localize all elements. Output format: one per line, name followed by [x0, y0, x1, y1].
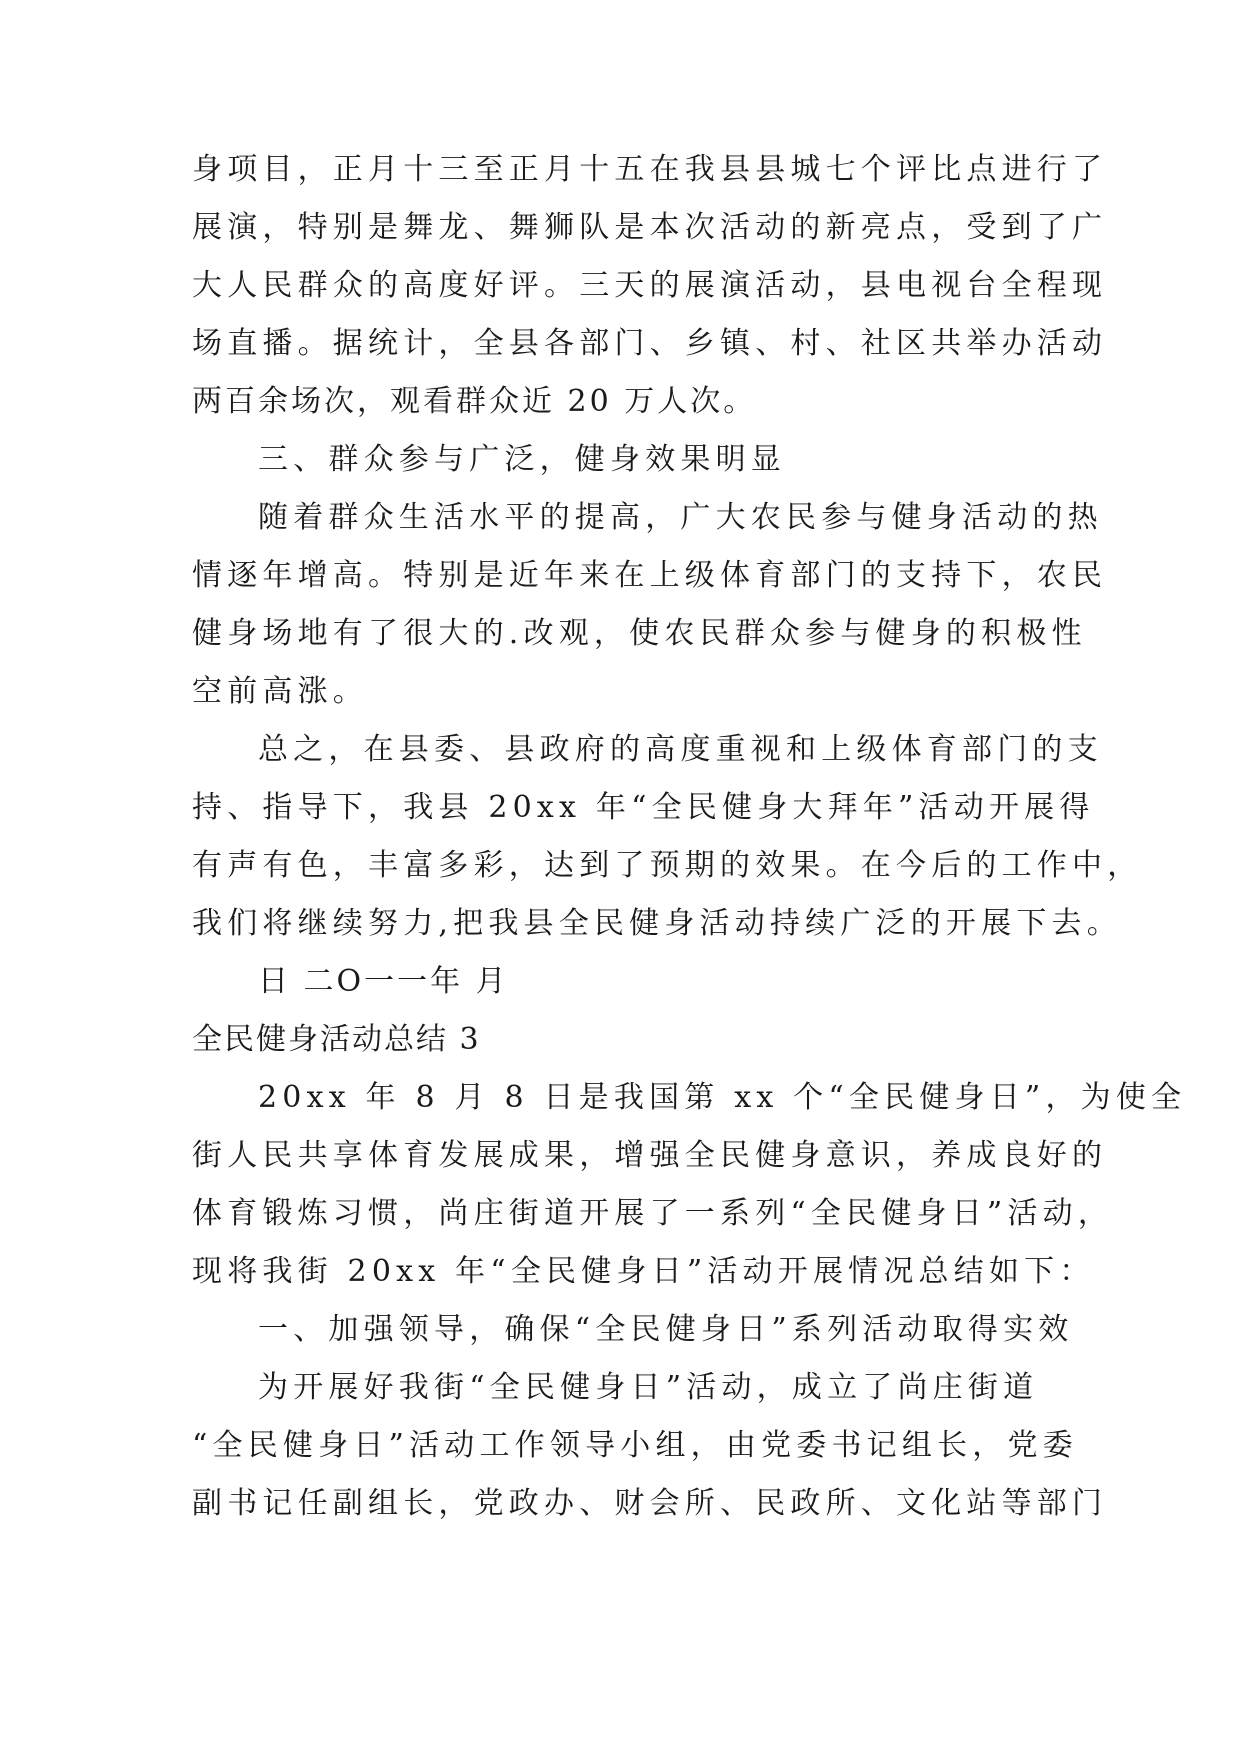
paragraph-line: 情逐年增高。特别是近年来在上级体育部门的支持下，农民: [192, 558, 1108, 593]
paragraph-line: “全民健身日”活动工作领导小组，由党委书记组长，党委: [192, 1428, 1078, 1463]
paragraph-line: 展演，特别是舞龙、舞狮队是本次活动的新亮点，受到了广: [192, 210, 1108, 245]
section-heading: 三、群众参与广泛，健身效果明显: [258, 442, 786, 477]
paragraph-line: 我们将继续努力,把我县全民健身活动持续广泛的开展下去。: [192, 906, 1122, 941]
date-line: 日 二O一一年 月: [258, 964, 509, 999]
paragraph-line: 大人民群众的高度好评。三天的展演活动，县电视台全程现: [192, 268, 1108, 303]
paragraph-line: 20xx 年 8 月 8 日是我国第 xx 个“全民健身日”，为使全: [258, 1080, 1187, 1115]
paragraph-line: 有声有色，丰富多彩，达到了预期的效果。在今后的工作中，: [192, 848, 1143, 883]
paragraph-line: 空前高涨。: [192, 674, 368, 709]
document-title: 全民健身活动总结 3: [192, 1022, 481, 1057]
paragraph-line: 副书记任副组长，党政办、财会所、民政所、文化站等部门: [192, 1486, 1108, 1521]
paragraph-line: 健身场地有了很大的.改观，使农民群众参与健身的积极性: [192, 616, 1087, 651]
paragraph-line: 体育锻炼习惯，尚庄街道开展了一系列“全民健身日”活动，: [192, 1196, 1114, 1231]
paragraph-line: 现将我街 20xx 年“全民健身日”活动开展情况总结如下：: [192, 1254, 1095, 1289]
section-heading: 一、加强领导，确保“全民健身日”系列活动取得实效: [258, 1312, 1074, 1347]
paragraph-line: 持、指导下，我县 20xx 年“全民健身大拜年”活动开展得: [192, 790, 1095, 825]
paragraph-line: 为开展好我街“全民健身日”活动，成立了尚庄街道: [258, 1370, 1039, 1405]
paragraph-line: 场直播。据统计，全县各部门、乡镇、村、社区共举办活动: [192, 326, 1108, 361]
paragraph-line: 身项目，正月十三至正月十五在我县县城七个评比点进行了: [192, 152, 1108, 187]
paragraph-line: 随着群众生活水平的提高，广大农民参与健身活动的热: [258, 500, 1103, 535]
paragraph-line: 街人民共享体育发展成果，增强全民健身意识，养成良好的: [192, 1138, 1108, 1173]
paragraph-line: 总之，在县委、县政府的高度重视和上级体育部门的支: [258, 732, 1103, 767]
paragraph-line: 两百余场次，观看群众近 20 万人次。: [192, 384, 757, 419]
